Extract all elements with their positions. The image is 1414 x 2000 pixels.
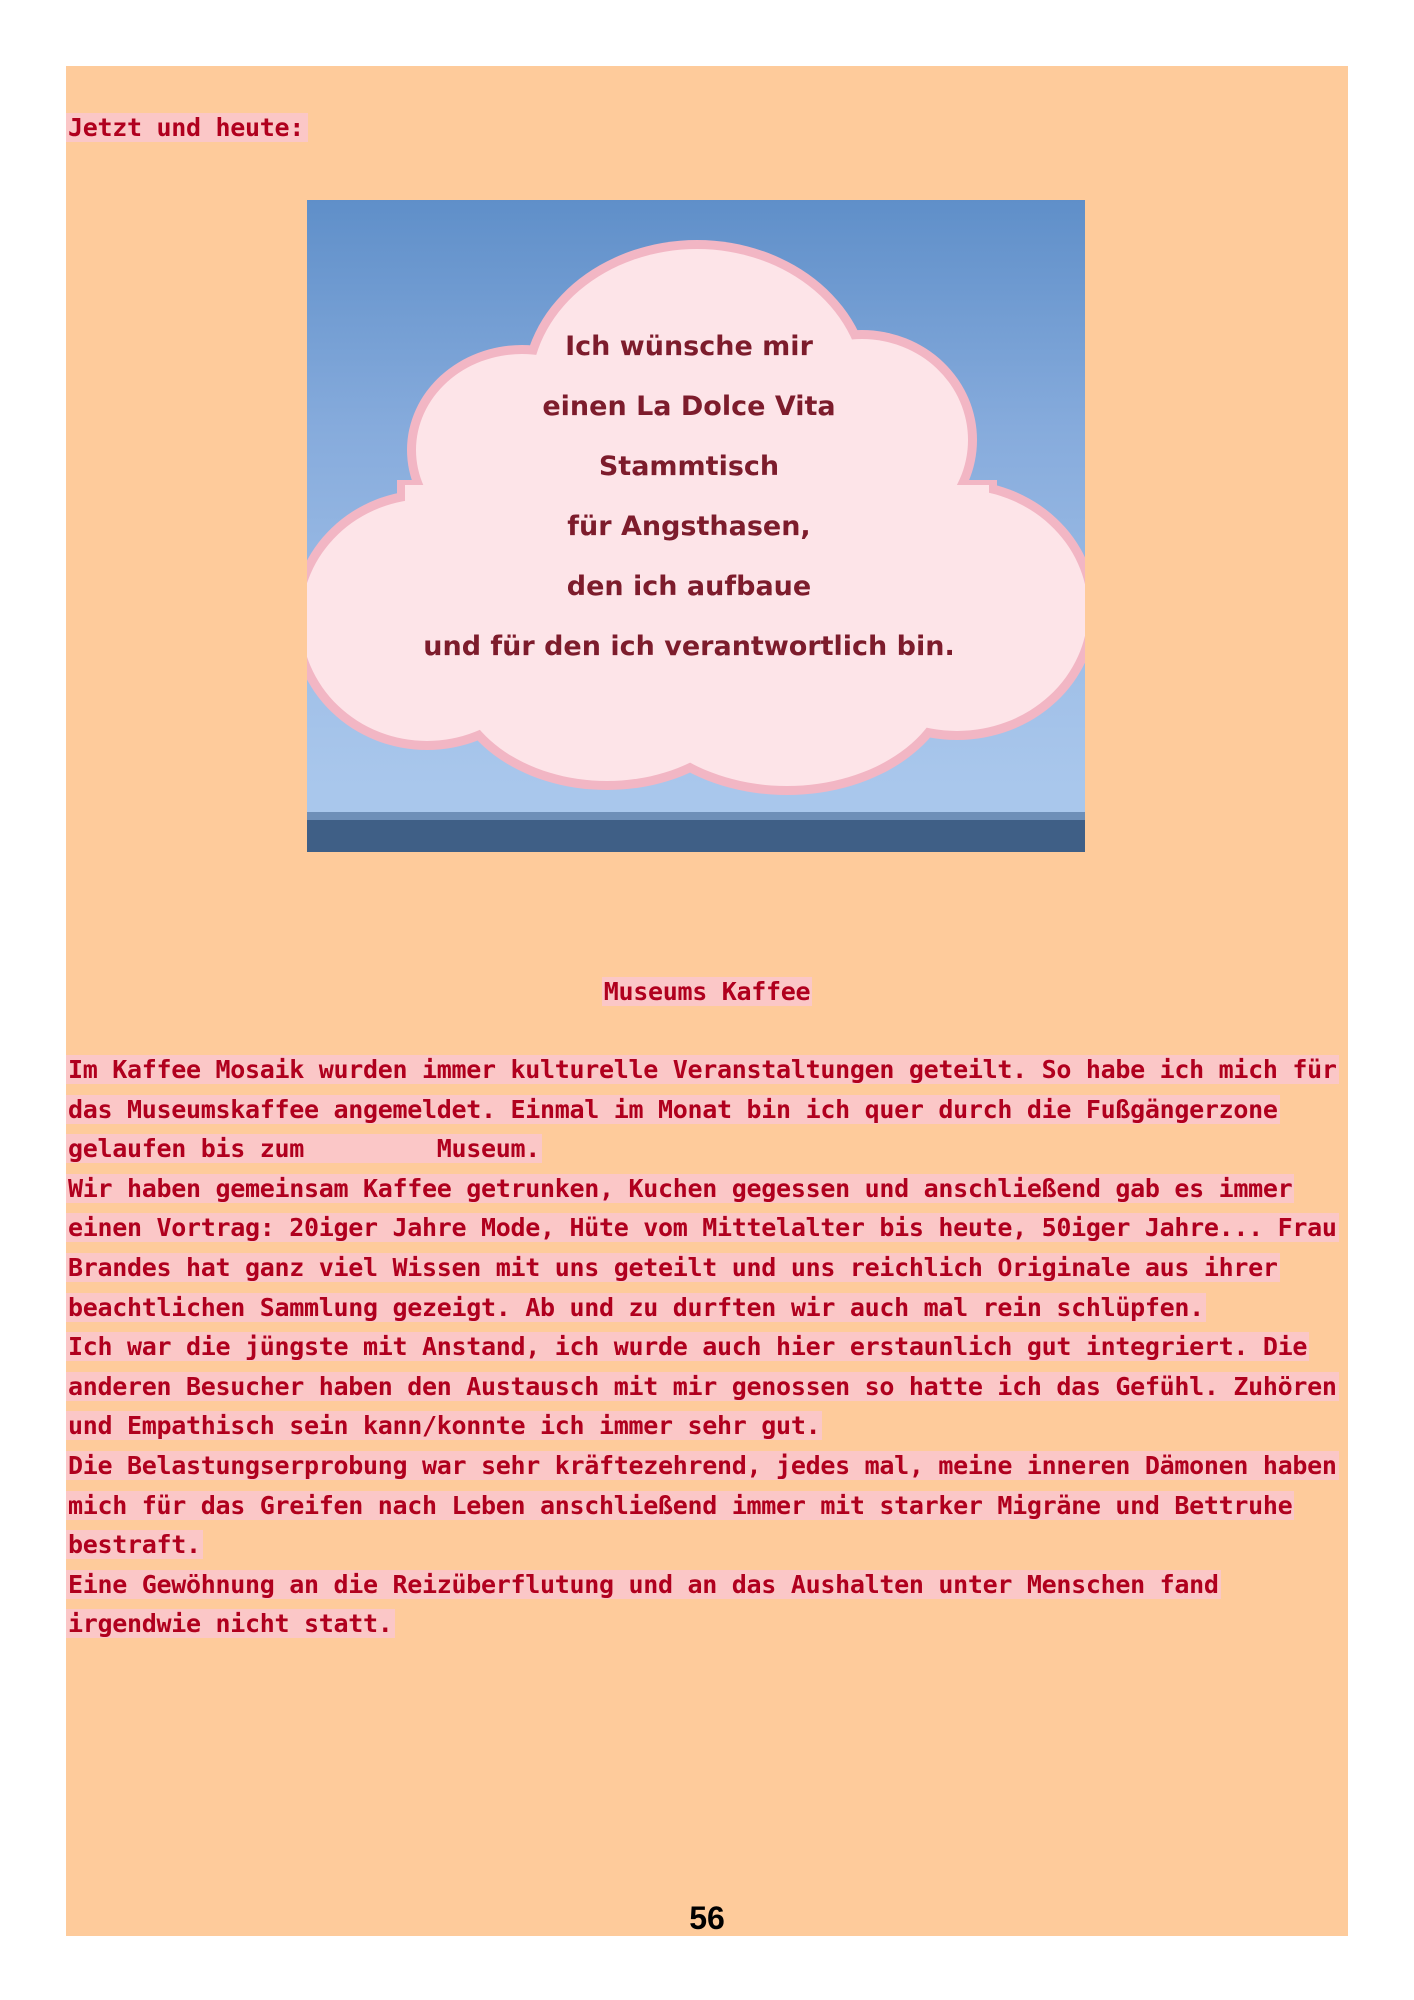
page-panel	[66, 66, 1348, 1936]
cloud-line-5: den ich aufbaue	[566, 571, 812, 602]
body-line: gelaufen bis zum Museum.	[68, 1134, 541, 1164]
body-line: beachtlichen Sammlung gezeigt. Ab und zu durften wir auch mal rein schlüpfen.	[68, 1292, 1204, 1322]
page-number: 56	[689, 1900, 725, 1936]
cloud-line-3: Stammtisch	[598, 451, 780, 482]
cloud-image	[307, 200, 1085, 852]
page-heading	[66, 108, 308, 152]
sea-strip	[307, 818, 1085, 852]
heading-text: Jetzt und heute:	[66, 113, 308, 142]
body-line: bestraft.	[68, 1530, 201, 1560]
cloud-line-2: einen La Dolce Vita	[542, 391, 836, 422]
body-line: irgendwie nicht statt.	[68, 1609, 393, 1639]
body-line: Wir haben gemeinsam Kaffee getrunken, Kuchen gegessen und anschließend gab es immer	[68, 1173, 1293, 1203]
cloud-line-4: für Angsthasen,	[567, 511, 811, 542]
section-title	[66, 972, 1348, 1016]
body-line: Ich war die jüngste mit Anstand, ich wurde auch hier erstaunlich gut integriert. Die	[68, 1332, 1308, 1362]
section-title-text: Museums Kaffee	[603, 977, 811, 1006]
body-line: Im Kaffee Mosaik wurden immer kulturelle Veranstaltungen geteilt. So habe ich mich für	[68, 1055, 1337, 1084]
body-text	[66, 1050, 1348, 1644]
body-line: einen Vortrag: 20iger Jahre Mode, Hüte vom Mittelalter bis heute, 50iger Jahre... Frau	[68, 1213, 1337, 1243]
body-line: Brandes hat ganz viel Wissen mit uns geteilt und uns reichlich Originale aus ihrer	[68, 1252, 1278, 1282]
horizon-band	[307, 812, 1085, 820]
cloud-illustration	[307, 200, 1085, 852]
body-line: Die Belastungserprobung war sehr kräftezehrend, jedes mal, meine inneren Dämonen haben	[68, 1450, 1337, 1480]
cloud-line-1: Ich wünsche mir	[565, 331, 813, 362]
body-line: anderen Besucher haben den Austausch mit mir genossen so hatte ich das Gefühl. Zuhören	[68, 1371, 1337, 1401]
body-line: mich für das Greifen nach Leben anschließend immer mit starker Migräne und Bettruhe	[68, 1490, 1293, 1520]
cloud-line-6: und für den ich verantwortlich bin.	[423, 631, 955, 662]
body-line: das Museumskaffee angemeldet. Einmal im Monat bin ich quer durch die Fußgängerzone	[68, 1094, 1278, 1124]
body-line: und Empathisch sein kann/konnte ich immer sehr gut.	[68, 1411, 821, 1441]
body-line: Eine Gewöhnung an die Reizüberflutung und an das Aushalten unter Menschen fand	[68, 1569, 1219, 1599]
